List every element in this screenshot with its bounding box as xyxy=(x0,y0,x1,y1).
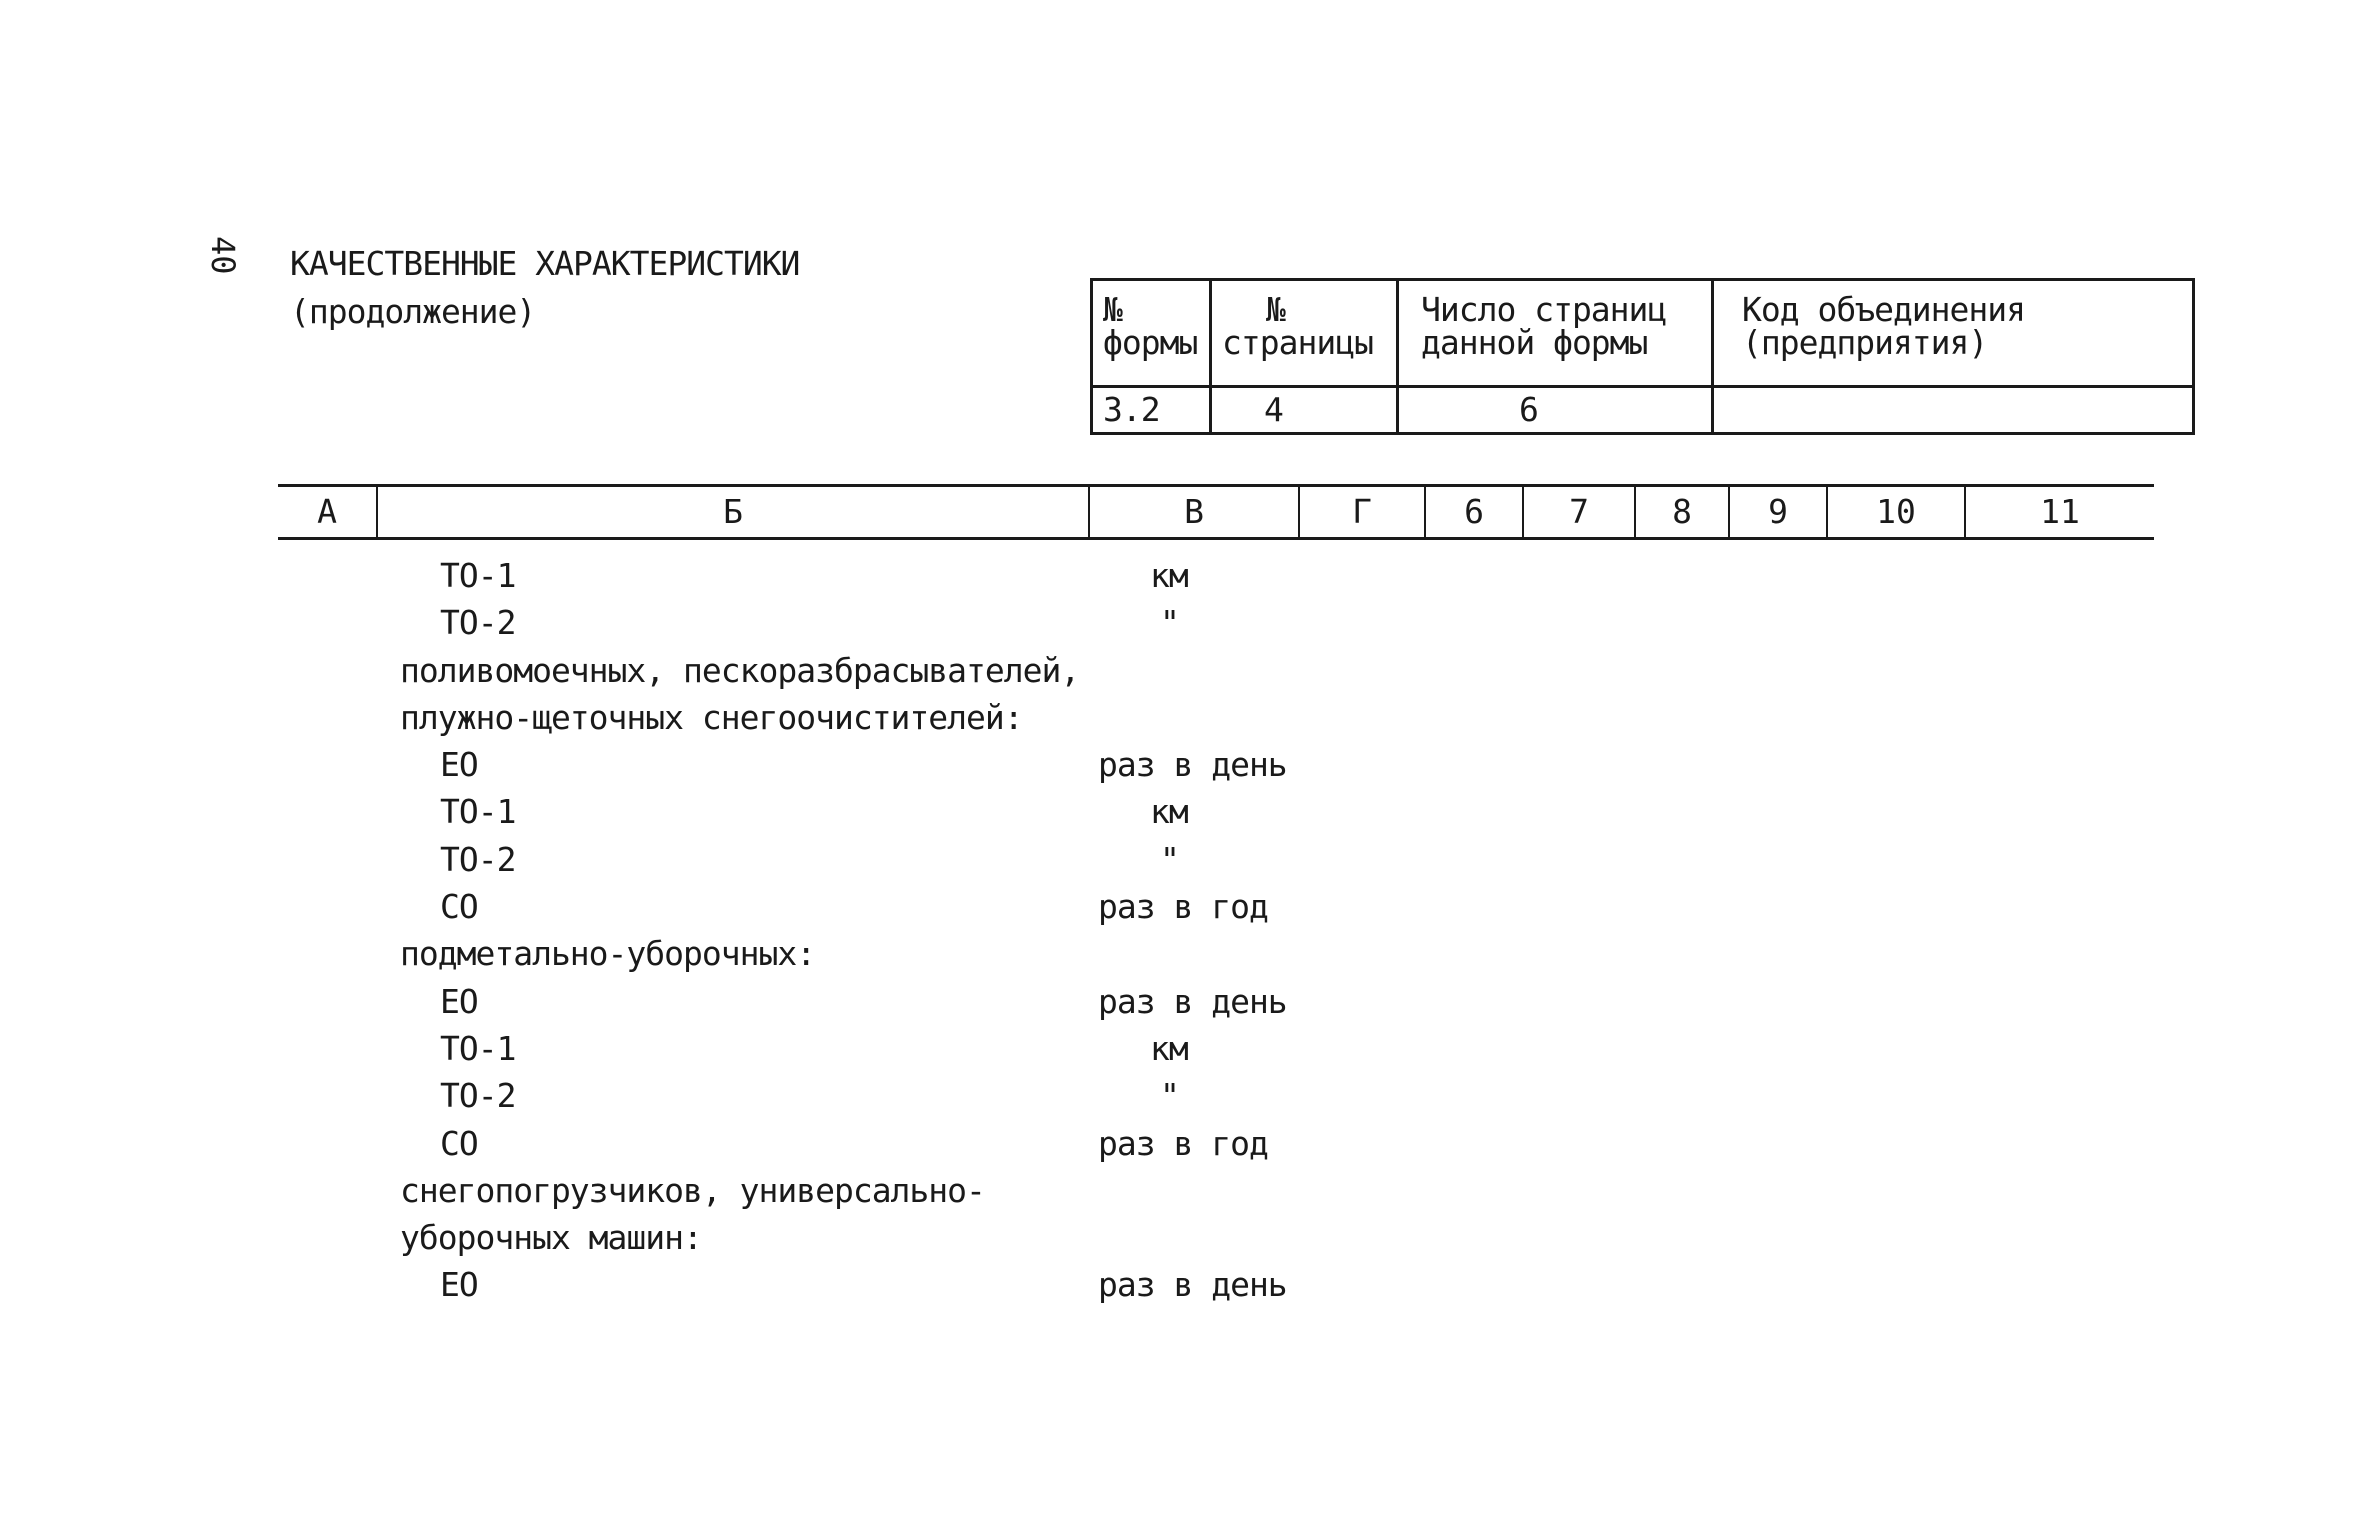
column-header-11: 11 xyxy=(1964,487,2154,537)
list-item xyxy=(0,1261,2363,1308)
item-name: ТО-1 xyxy=(440,792,516,832)
item-name: СО xyxy=(440,1123,478,1163)
list-item xyxy=(0,552,2363,599)
list-item xyxy=(0,599,2363,646)
list-item xyxy=(0,1120,2363,1167)
list-item xyxy=(0,741,2363,788)
column-header-6: 6 xyxy=(1424,487,1522,537)
column-header-7: 7 xyxy=(1522,487,1634,537)
item-name: плужно-щеточных снегоочистителей: xyxy=(400,697,1023,737)
list-item xyxy=(0,978,2363,1025)
item-unit: " xyxy=(1160,839,1179,879)
list-item xyxy=(0,647,2363,694)
org-code-value xyxy=(1713,387,2194,434)
title-line-1: КАЧЕСТВЕННЫЕ ХАРАКТЕРИСТИКИ xyxy=(290,244,800,283)
column-header-b: Б xyxy=(376,487,1088,537)
item-name: ЕО xyxy=(440,1265,478,1305)
item-name: СО xyxy=(440,887,478,927)
column-header-row xyxy=(278,484,2154,540)
item-unit: км xyxy=(1150,556,1188,595)
org-code-label: Код объединения (предприятия) xyxy=(1713,280,2194,387)
column-header-v: В xyxy=(1088,487,1298,537)
item-unit: раз в день xyxy=(1098,1265,1287,1305)
form-number-value: 3.2 xyxy=(1092,387,1211,434)
item-name: ТО-2 xyxy=(440,839,516,879)
item-unit: раз в год xyxy=(1098,887,1268,927)
list-item xyxy=(0,1072,2363,1119)
item-name: поливомоечных, пескоразбрасывателей, xyxy=(400,650,1080,690)
item-name: ТО-2 xyxy=(440,1076,516,1116)
item-unit: км xyxy=(1150,792,1188,832)
column-header-10: 10 xyxy=(1826,487,1964,537)
column-header-8: 8 xyxy=(1634,487,1728,537)
list-item xyxy=(0,1214,2363,1261)
item-unit: " xyxy=(1160,1076,1179,1116)
column-header-g: Г xyxy=(1298,487,1424,537)
list-item xyxy=(0,1025,2363,1072)
column-header-9: 9 xyxy=(1728,487,1826,537)
list-item xyxy=(0,788,2363,835)
item-name: уборочных машин: xyxy=(400,1218,702,1258)
item-unit: раз в год xyxy=(1098,1123,1268,1163)
page-number-value: 4 xyxy=(1211,387,1398,434)
item-name: снегопогрузчиков, универсально- xyxy=(400,1170,985,1210)
item-unit: раз в день xyxy=(1098,745,1287,785)
item-unit: раз в день xyxy=(1098,981,1287,1021)
document-title xyxy=(290,240,799,336)
pages-count-value: 6 xyxy=(1398,387,1713,434)
form-header-table xyxy=(1090,278,2195,435)
list-item xyxy=(0,836,2363,883)
item-name: ЕО xyxy=(440,745,478,785)
item-unit: " xyxy=(1160,603,1179,643)
form-number-label: № формы xyxy=(1092,280,1211,387)
item-name: ТО-1 xyxy=(440,1028,516,1068)
list-item xyxy=(0,930,2363,977)
list-item xyxy=(0,883,2363,930)
item-unit: км xyxy=(1150,1028,1188,1068)
item-name: ЕО xyxy=(440,981,478,1021)
pages-count-label: Число страниц данной формы xyxy=(1398,280,1713,387)
list-item xyxy=(0,694,2363,741)
title-line-2: (продолжение) xyxy=(290,292,536,331)
page-number: 40 xyxy=(204,236,242,275)
item-name: ТО-1 xyxy=(440,556,516,595)
page-number-label: № страницы xyxy=(1211,280,1398,387)
column-header-a: А xyxy=(317,492,337,531)
characteristics-list xyxy=(0,552,2363,1309)
list-item xyxy=(0,1167,2363,1214)
item-name: ТО-2 xyxy=(440,603,516,643)
item-name: подметально-уборочных: xyxy=(400,934,816,974)
